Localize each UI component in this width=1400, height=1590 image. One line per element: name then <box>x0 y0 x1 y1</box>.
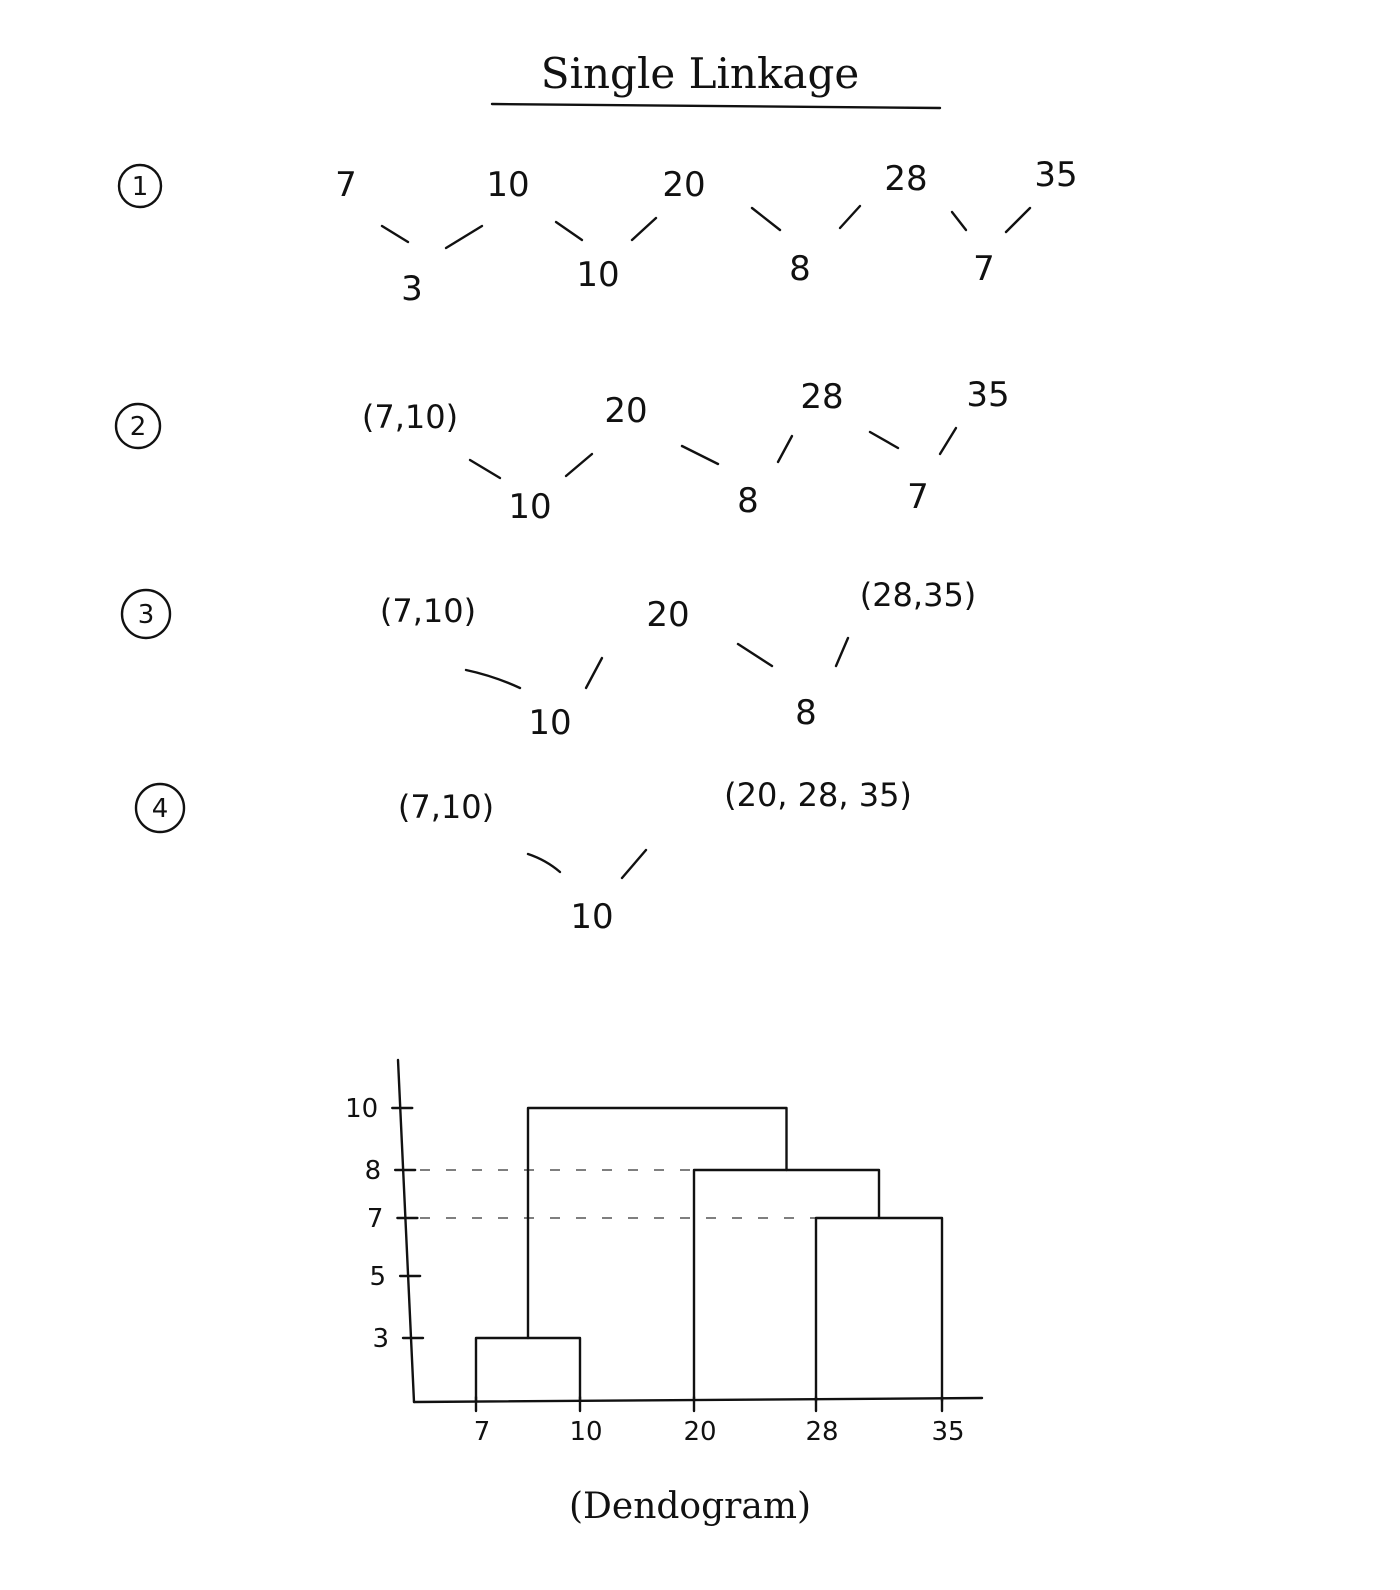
step-3-link <box>738 644 772 666</box>
x-tick-label: 35 <box>931 1417 965 1447</box>
step-1-item-2: 10 <box>486 165 530 205</box>
y-axis <box>398 1060 414 1402</box>
step-1-distance-3: 8 <box>789 249 811 289</box>
step-1-link <box>632 218 656 240</box>
y-tick-label: 3 <box>372 1324 390 1354</box>
step-2-link <box>470 460 500 478</box>
step-2 <box>116 375 1010 527</box>
step-4-link <box>622 850 646 878</box>
step-1-number: 1 <box>131 172 149 202</box>
x-tick-label: 10 <box>569 1417 603 1447</box>
step-3-link <box>586 658 602 688</box>
step-1-link <box>556 222 582 240</box>
x-tick-label: 20 <box>683 1417 717 1447</box>
guide-lines <box>420 1170 816 1218</box>
step-2-item-3: 28 <box>800 377 844 417</box>
step-3-item-2: 20 <box>646 595 690 635</box>
step-2-distance-1: 10 <box>508 487 552 527</box>
x-tick-label: 28 <box>805 1417 839 1447</box>
step-2-number: 2 <box>129 412 147 442</box>
step-1-link <box>382 226 408 242</box>
step-1-link <box>952 212 966 230</box>
step-2-link <box>682 446 718 464</box>
step-3-link <box>466 670 520 688</box>
step-1-item-3: 20 <box>662 165 706 205</box>
step-3-item-1: (7,10) <box>379 592 477 630</box>
step-3-distance-2: 8 <box>795 693 817 733</box>
y-tick-label: 8 <box>364 1156 382 1186</box>
step-2-distance-2: 8 <box>737 481 759 521</box>
merge-links <box>476 1108 942 1401</box>
merge-link <box>816 1218 942 1401</box>
merge-link <box>528 1108 787 1338</box>
step-3-link <box>836 638 848 666</box>
step-1-item-1: 7 <box>335 165 357 205</box>
page-title: Single Linkage <box>540 49 860 98</box>
step-3-distance-1: 10 <box>528 703 572 743</box>
step-1-link <box>840 206 860 228</box>
step-1-link <box>446 226 482 248</box>
step-2-distance-3: 7 <box>907 477 929 517</box>
title-underline <box>492 104 940 108</box>
step-1 <box>119 155 1078 309</box>
step-1-distance-4: 7 <box>973 249 995 289</box>
step-3 <box>122 576 976 743</box>
merge-link <box>694 1170 879 1401</box>
y-tick-label: 10 <box>345 1094 379 1124</box>
step-2-link <box>940 428 956 454</box>
step-1-item-4: 28 <box>884 159 928 199</box>
step-4-number: 4 <box>151 794 169 824</box>
step-2-link <box>870 432 898 448</box>
y-tick-label: 5 <box>369 1262 387 1292</box>
x-axis <box>414 1398 982 1402</box>
step-1-link <box>752 208 780 230</box>
step-1-item-5: 35 <box>1034 155 1078 195</box>
merge-link <box>476 1338 580 1401</box>
step-2-item-1: (7,10) <box>361 398 459 436</box>
x-tick-label: 7 <box>473 1417 491 1447</box>
step-4-link <box>528 854 560 872</box>
step-4-item-2: (20, 28, 35) <box>724 776 912 814</box>
step-4-item-1: (7,10) <box>397 788 495 826</box>
step-3-number: 3 <box>137 600 155 630</box>
step-3-item-3: (28,35) <box>859 576 977 614</box>
y-tick-label: 7 <box>366 1204 384 1234</box>
dendrogram-caption: (Dendogram) <box>568 1486 812 1527</box>
step-1-link <box>1006 208 1030 232</box>
y-ticks <box>345 1094 423 1354</box>
step-4 <box>136 776 912 937</box>
step-2-item-2: 20 <box>604 391 648 431</box>
step-1-distance-1: 3 <box>401 269 423 309</box>
step-4-distance-1: 10 <box>570 897 614 937</box>
step-2-item-4: 35 <box>966 375 1010 415</box>
step-2-link <box>566 454 592 476</box>
dendrogram <box>345 1060 982 1447</box>
x-ticks <box>474 1397 965 1447</box>
step-1-distance-2: 10 <box>576 255 620 295</box>
step-2-link <box>778 436 792 462</box>
